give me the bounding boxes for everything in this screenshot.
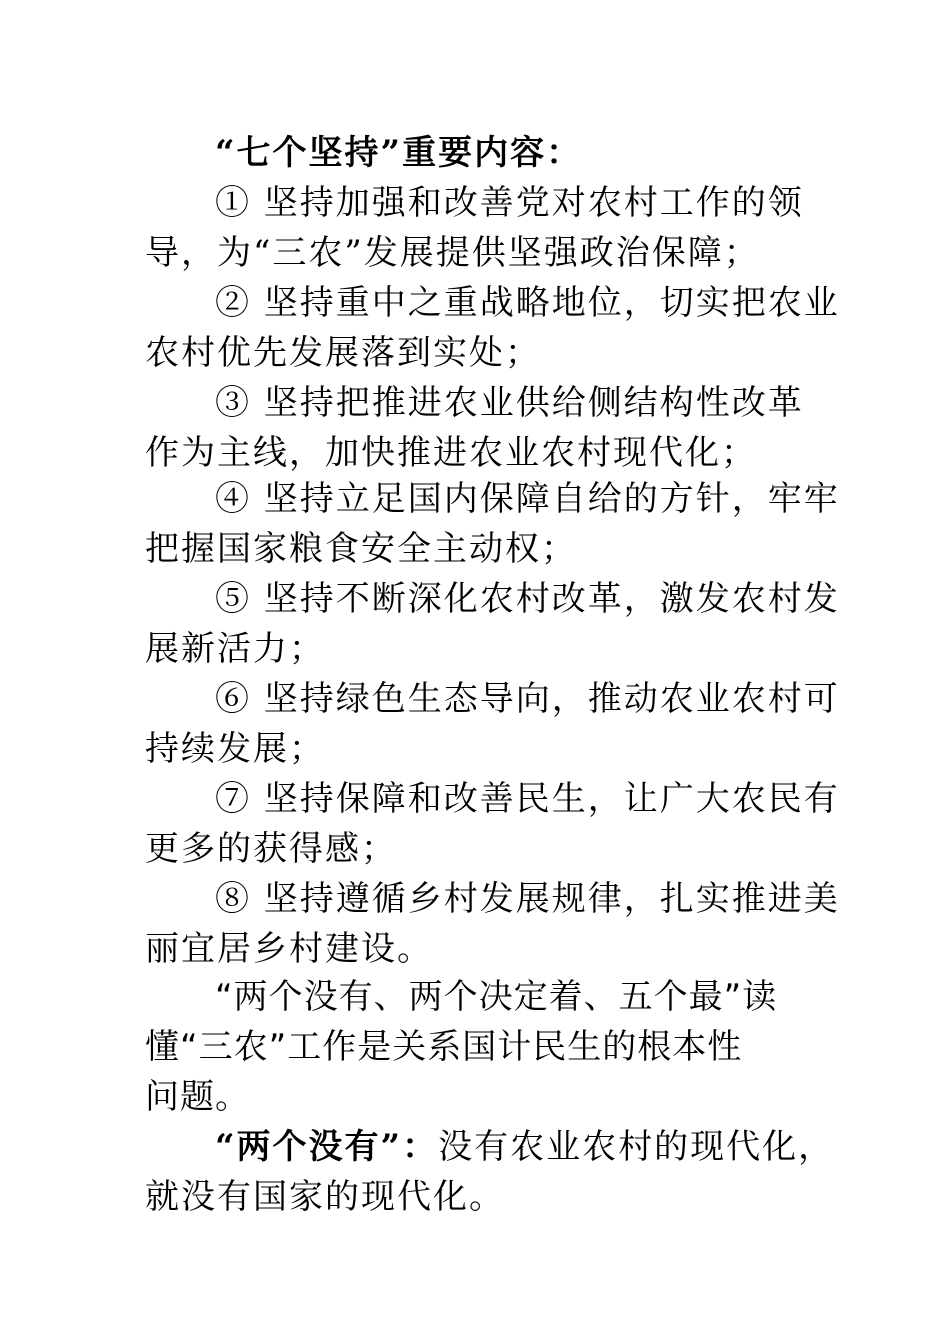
list-item-line: ④ 坚持立足国内保障自给的方针，牢牢 (215, 479, 840, 519)
list-item (145, 874, 840, 974)
list-item-line: ① 坚持加强和改善党对农村工作的领 (215, 183, 804, 223)
summary-line: 懂“三农”工作是关系国计民生的根本性 (145, 1027, 743, 1067)
list-item (145, 278, 840, 378)
body-text: 就 (145, 1177, 181, 1217)
list-item (145, 574, 840, 674)
list-item-line: ⑦ 坚持保障和改善民生，让广大农民有 (215, 779, 840, 819)
list-item (145, 178, 825, 278)
list-item-line: 把握国家粮食安全主动权； (145, 529, 577, 569)
list-item (145, 774, 840, 874)
summary-paragraph (145, 972, 825, 1122)
list-item-line: 更多的获得感； (145, 829, 397, 869)
list-item-line: 丽宜居乡村建设。 (145, 929, 433, 969)
list-item-line: ⑤ 坚持不断深化农村改革，激发农村发 (215, 579, 840, 619)
emphasis-text: 没有 (438, 1127, 511, 1167)
two-nots-label: “两个没有”： (215, 1127, 439, 1167)
emphasis-text: 没有 (181, 1177, 253, 1217)
list-item-line: ⑥ 坚持绿色生态导向，推动农业农村可 (215, 679, 840, 719)
list-item (145, 474, 840, 574)
list-item-line: 作为主线，加快推进农业农村现代化； (145, 433, 757, 473)
body-text: 农业农村的现代化， (510, 1127, 835, 1167)
section-heading (145, 128, 825, 178)
two-nots-paragraph (145, 1122, 835, 1222)
list-item-line: 持续发展； (145, 729, 325, 769)
list-item (145, 378, 825, 478)
list-item-line: ③ 坚持把推进农业供给侧结构性改革 (215, 383, 804, 423)
list-item-line: 展新活力； (145, 629, 325, 669)
list-item-line: ② 坚持重中之重战略地位，切实把农业 (215, 283, 840, 323)
heading-text: “七个坚持”重要内容： (215, 133, 583, 173)
body-text: 国家的现代化。 (253, 1177, 505, 1217)
list-item-line: ⑧ 坚持遵循乡村发展规律，扎实推进美 (215, 879, 840, 919)
summary-line: “两个没有、两个决定着、五个最”读 (215, 977, 778, 1017)
list-item-line: 农村优先发展落到实处； (145, 333, 541, 373)
summary-line: 问题。 (145, 1077, 250, 1117)
list-item-line: 导，为“三农”发展提供坚强政治保障； (145, 233, 760, 273)
list-item (145, 674, 840, 774)
